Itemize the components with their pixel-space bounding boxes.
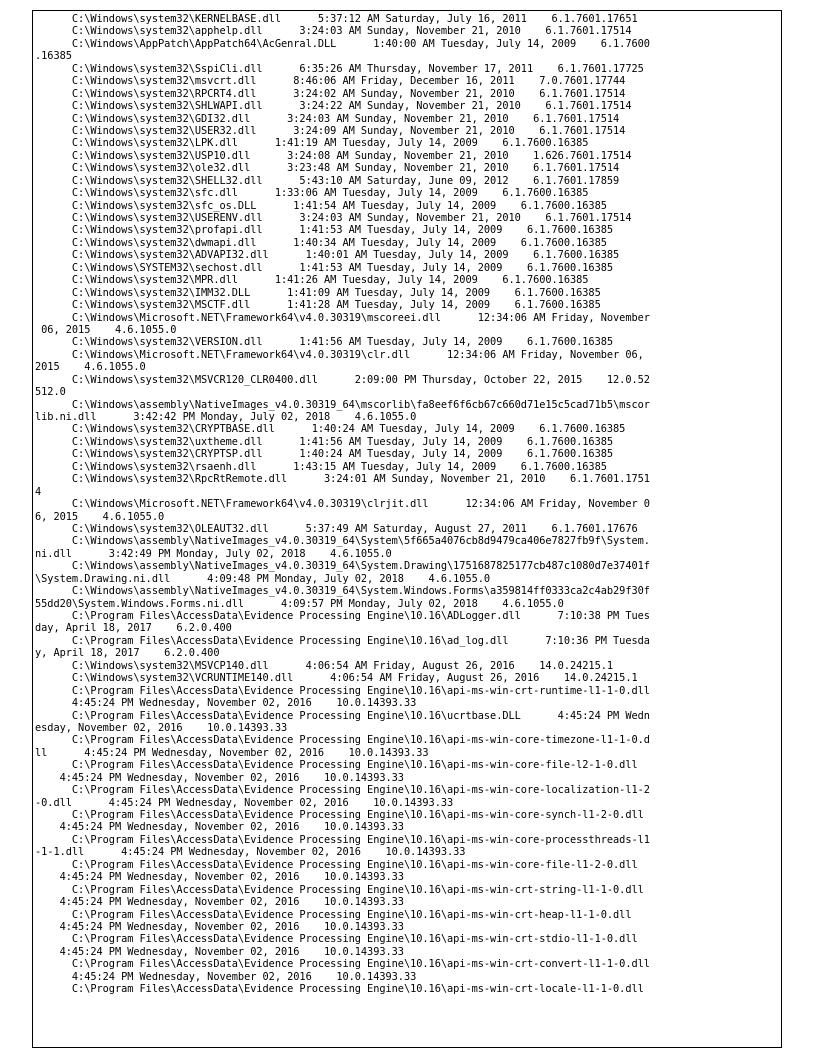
log-line: C:\Windows\system32\ADVAPI32.dll 1:40:01 AM Tuesday, July 14, 2009 6.1.7600.16385: [35, 249, 620, 262]
log-line: ll 4:45:24 PM Wednesday, November 02, 2016 10.0.14393.33: [35, 746, 429, 759]
log-line: 55dd20\System.Windows.Forms.ni.dll 4:09:57 PM Monday, July 02, 2018 4.6.1055.0: [35, 597, 564, 610]
log-line: 4:45:24 PM Wednesday, November 02, 2016 10.0.14393.33: [35, 871, 404, 884]
page-frame: [32, 10, 782, 1048]
log-line: C:\Program Files\AccessData\Evidence Processing Engine\10.16\api-ms-win-crt-runtime-l1-1-0.dll: [35, 684, 650, 697]
log-line: C:\Windows\system32\USER32.dll 3:24:09 AM Sunday, November 21, 2010 6.1.7601.17514: [35, 124, 626, 137]
log-line: day, April 18, 2017 6.2.0.400: [35, 622, 232, 635]
log-line: C:\Windows\system32\USP10.dll 3:24:08 AM Sunday, November 21, 2010 1.626.7601.17514: [35, 149, 632, 162]
log-line: 4: [35, 485, 42, 498]
log-line: C:\Windows\system32\MSVCR120_CLR0400.dll 2:09:00 PM Thursday, October 22, 2015 12.0.52: [35, 373, 650, 386]
log-line: C:\Windows\system32\rsaenh.dll 1:43:15 AM Tuesday, July 14, 2009 6.1.7600.16385: [35, 460, 607, 473]
log-line: C:\Windows\system32\MPR.dll 1:41:26 AM Tuesday, July 14, 2009 6.1.7600.16385: [35, 274, 589, 287]
log-line: -0.dll 4:45:24 PM Wednesday, November 02, 2016 10.0.14393.33: [35, 796, 454, 809]
log-line: C:\Windows\system32\uxtheme.dll 1:41:56 AM Tuesday, July 14, 2009 6.1.7600.16385: [35, 435, 614, 448]
module-log: [33, 11, 781, 996]
log-line: C:\Windows\system32\SspiCli.dll 6:35:26 AM Thursday, November 17, 2011 6.1.7601.17725: [35, 62, 644, 75]
log-line: C:\Windows\system32\IMM32.DLL 1:41:09 AM Tuesday, July 14, 2009 6.1.7600.16385: [35, 286, 601, 299]
log-line: C:\Program Files\AccessData\Evidence Processing Engine\10.16\api-ms-win-crt-convert-l1-1-0.dll: [35, 958, 650, 971]
log-line: C:\Windows\system32\OLEAUT32.dll 5:37:49 AM Saturday, August 27, 2011 6.1.7601.17676: [35, 522, 638, 535]
log-line: C:\Program Files\AccessData\Evidence Processing Engine\10.16\ad_log.dll 7:10:36 PM Tuesda: [35, 634, 650, 647]
log-line: C:\Program Files\AccessData\Evidence Processing Engine\10.16\api-ms-win-crt-stdio-l1-1-0.dll: [35, 933, 638, 946]
log-line: 4:45:24 PM Wednesday, November 02, 2016 10.0.14393.33: [35, 771, 404, 784]
log-line: ni.dll 3:42:49 PM Monday, July 02, 2018 4.6.1055.0: [35, 547, 392, 560]
log-line: lib.ni.dll 3:42:42 PM Monday, July 02, 2018 4.6.1055.0: [35, 411, 417, 423]
log-line: 6, 2015 4.6.1055.0: [35, 510, 165, 523]
log-line: C:\Windows\Microsoft.NET\Framework64\v4.0.30319\mscoreei.dll 12:34:06 AM Friday, November: [35, 311, 650, 324]
log-line: 4:45:24 PM Wednesday, November 02, 2016 10.0.14393.33: [35, 970, 417, 983]
log-line: C:\Windows\system32\ole32.dll 3:23:48 AM Sunday, November 21, 2010 6.1.7601.17514: [35, 162, 620, 175]
log-line: \System.Drawing.ni.dll 4:09:48 PM Monday, July 02, 2018 4.6.1055.0: [35, 572, 491, 585]
log-line: C:\Windows\system32\dwmapi.dll 1:40:34 AM Tuesday, July 14, 2009 6.1.7600.16385: [35, 236, 607, 249]
log-line: C:\Windows\system32\VERSION.dll 1:41:56 AM Tuesday, July 14, 2009 6.1.7600.16385: [35, 336, 614, 349]
log-line: C:\Program Files\AccessData\Evidence Processing Engine\10.16\api-ms-win-crt-heap-l1-1-0.dll: [35, 908, 632, 921]
log-line: C:\Windows\system32\apphelp.dll 3:24:03 AM Sunday, November 21, 2010 6.1.7601.17514: [35, 25, 632, 38]
log-line: C:\Program Files\AccessData\Evidence Processing Engine\10.16\api-ms-win-core-synch-l1-2-0.dll: [35, 809, 644, 821]
log-line: 4:45:24 PM Wednesday, November 02, 2016 10.0.14393.33: [35, 945, 404, 958]
log-line: C:\Windows\system32\sfc.dll 1:33:06 AM Tuesday, July 14, 2009 6.1.7600.16385: [35, 187, 589, 200]
log-line: C:\Windows\SYSTEM32\sechost.dll 1:41:53 AM Tuesday, July 14, 2009 6.1.7600.16385: [35, 261, 614, 274]
log-line: C:\Windows\system32\msvcrt.dll 8:46:06 AM Friday, December 16, 2011 7.0.7601.17744: [35, 75, 626, 88]
log-line: C:\Windows\system32\SHELL32.dll 5:43:10 AM Saturday, June 09, 2012 6.1.7601.17859: [35, 174, 620, 187]
log-line: C:\Windows\system32\KERNELBASE.dll 5:37:12 AM Saturday, July 16, 2011 6.1.7601.17651: [35, 13, 638, 25]
log-line: C:\Program Files\AccessData\Evidence Processing Engine\10.16\api-ms-win-core-file-l1-2-0.dll: [35, 858, 638, 871]
log-line: C:\Windows\system32\CRYPTBASE.dll 1:40:24 AM Tuesday, July 14, 2009 6.1.7600.16385: [35, 423, 626, 436]
log-line: 4:45:24 PM Wednesday, November 02, 2016 10.0.14393.33: [35, 697, 417, 710]
log-line: 512.0: [35, 386, 66, 399]
log-line: C:\Program Files\AccessData\Evidence Processing Engine\10.16\api-ms-win-core-timezone-l1-1-0.d: [35, 734, 650, 747]
log-line: C:\Windows\assembly\NativeImages_v4.0.30319_64\System.Windows.Forms\a359814ff0333ca2c4ab29f30f: [35, 585, 650, 598]
log-line: 2015 4.6.1055.0: [35, 361, 146, 374]
log-line: C:\Program Files\AccessData\Evidence Processing Engine\10.16\api-ms-win-core-localization-l1-2: [35, 784, 650, 797]
log-line: C:\Windows\system32\VCRUNTIME140.dll 4:06:54 AM Friday, August 26, 2016 14.0.24215.1: [35, 672, 638, 685]
log-line: C:\Windows\system32\GDI32.dll 3:24:03 AM Sunday, November 21, 2010 6.1.7601.17514: [35, 112, 620, 125]
log-line: C:\Program Files\AccessData\Evidence Processing Engine\10.16\api-ms-win-core-processthreads-l1: [35, 833, 650, 846]
log-line: esday, November 02, 2016 10.0.14393.33: [35, 721, 288, 734]
log-line: C:\Windows\system32\MSCTF.dll 1:41:28 AM Tuesday, July 14, 2009 6.1.7600.16385: [35, 299, 601, 312]
log-line: C:\Windows\system32\LPK.dll 1:41:19 AM Tuesday, July 14, 2009 6.1.7600.16385: [35, 137, 589, 150]
log-line: C:\Windows\assembly\NativeImages_v4.0.30319_64\mscorlib\fa8eef6f6cb67c660d71e15c5cad71b5\mscor: [35, 398, 650, 411]
log-line: C:\Windows\assembly\NativeImages_v4.0.30319_64\System\5f665a4076cb8d9479ca406e7827fb9f\System.: [35, 535, 650, 548]
log-line: C:\Windows\system32\SHLWAPI.dll 3:24:22 AM Sunday, November 21, 2010 6.1.7601.17514: [35, 100, 632, 113]
log-line: -1-1.dll 4:45:24 PM Wednesday, November 02, 2016 10.0.14393.33: [35, 846, 466, 859]
log-line: C:\Program Files\AccessData\Evidence Processing Engine\10.16\api-ms-win-core-file-l2-1-0.dll: [35, 759, 638, 772]
log-line: C:\Program Files\AccessData\Evidence Processing Engine\10.16\ADLogger.dll 7:10:38 PM Tues: [35, 610, 650, 622]
log-line: C:\Windows\system32\profapi.dll 1:41:53 AM Tuesday, July 14, 2009 6.1.7600.16385: [35, 224, 614, 237]
log-line: C:\Windows\system32\RPCRT4.dll 3:24:02 AM Sunday, November 21, 2010 6.1.7601.17514: [35, 87, 626, 100]
log-line: C:\Windows\system32\USERENV.dll 3:24:03 AM Sunday, November 21, 2010 6.1.7601.17514: [35, 212, 632, 224]
log-line: C:\Windows\system32\sfc_os.DLL 1:41:54 AM Tuesday, July 14, 2009 6.1.7600.16385: [35, 199, 607, 212]
log-line: C:\Windows\AppPatch\AppPatch64\AcGenral.DLL 1:40:00 AM Tuesday, July 14, 2009 6.1.7600: [35, 37, 650, 50]
log-line: C:\Program Files\AccessData\Evidence Processing Engine\10.16\api-ms-win-crt-locale-l1-1-0.dll: [35, 983, 644, 996]
log-line: 4:45:24 PM Wednesday, November 02, 2016 10.0.14393.33: [35, 920, 404, 933]
log-line: C:\Program Files\AccessData\Evidence Processing Engine\10.16\ucrtbase.DLL 4:45:24 PM Wedn: [35, 709, 650, 722]
log-line: C:\Program Files\AccessData\Evidence Processing Engine\10.16\api-ms-win-crt-string-l1-1-0.dll: [35, 883, 644, 896]
log-line: C:\Windows\Microsoft.NET\Framework64\v4.0.30319\clrjit.dll 12:34:06 AM Friday, November 0: [35, 498, 650, 511]
log-line: 06, 2015 4.6.1055.0: [35, 323, 177, 336]
log-line: 4:45:24 PM Wednesday, November 02, 2016 10.0.14393.33: [35, 821, 404, 834]
log-line: C:\Windows\assembly\NativeImages_v4.0.30319_64\System.Drawing\1751687825177cb487c1080d7e37401f: [35, 560, 650, 573]
log-line: 4:45:24 PM Wednesday, November 02, 2016 10.0.14393.33: [35, 896, 404, 909]
log-line: y, April 18, 2017 6.2.0.400: [35, 647, 220, 660]
log-line: C:\Windows\system32\MSVCP140.dll 4:06:54 AM Friday, August 26, 2016 14.0.24215.1: [35, 659, 614, 672]
log-line: C:\Windows\Microsoft.NET\Framework64\v4.0.30319\clr.dll 12:34:06 AM Friday, November 06,: [35, 348, 644, 361]
log-line: C:\Windows\system32\RpcRtRemote.dll 3:24:01 AM Sunday, November 21, 2010 6.1.7601.1751: [35, 473, 650, 486]
log-line: .16385: [35, 50, 72, 63]
log-line: C:\Windows\system32\CRYPTSP.dll 1:40:24 AM Tuesday, July 14, 2009 6.1.7600.16385: [35, 448, 614, 461]
